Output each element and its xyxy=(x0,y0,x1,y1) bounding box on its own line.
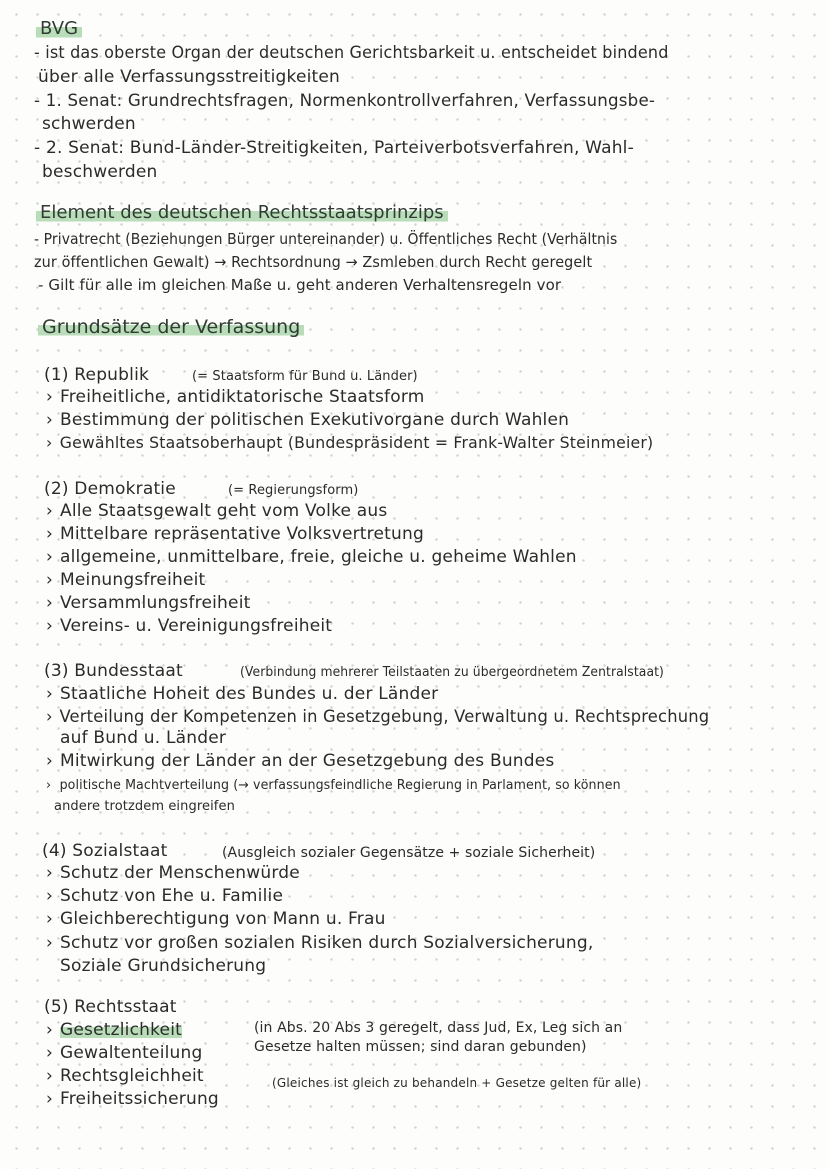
rechtsstaat-line-1: - Privatrecht (Beziehungen Bürger untereinander) u. Öffentliches Recht (Verhältnis xyxy=(34,230,618,248)
list-item-continued: auf Bund u. Länder xyxy=(60,728,227,748)
list-item: › Mittelbare repräsentative Volksvertretung xyxy=(46,524,424,544)
rechtsstaat-title: Element des deutschen Rechtsstaatsprinzips xyxy=(36,202,448,224)
rechtsstaat-note-1: (in Abs. 20 Abs 3 geregelt, dass Jud, Ex, Leg sich an xyxy=(254,1020,623,1036)
bvg-line-2: über alle Verfassungsstreitigkeiten xyxy=(38,67,341,87)
list-item: › Gleichberechtigung von Mann u. Frau xyxy=(46,909,386,929)
list-item: › Alle Staatsgewalt geht vom Volke aus xyxy=(46,501,388,521)
rechtsstaat-note-3: (Gleiches ist gleich zu behandeln + Gesetze gelten für alle) xyxy=(272,1076,642,1090)
list-item-continued: Soziale Grundsicherung xyxy=(60,956,267,976)
list-item: › Meinungsfreiheit xyxy=(46,570,206,590)
list-item: › Vereins- u. Vereinigungsfreiheit xyxy=(46,616,333,636)
demokratie-heading: (2) Demokratie xyxy=(44,479,176,499)
list-item: › Schutz von Ehe u. Familie xyxy=(46,886,284,906)
rechtsstaat-section-heading: (5) Rechtsstaat xyxy=(44,997,177,1017)
sozialstaat-note: (Ausgleich sozialer Gegensätze + soziale Sicherheit) xyxy=(222,845,596,861)
bvg-line-6: beschwerden xyxy=(42,162,158,182)
list-item: › Verteilung der Kompetenzen in Gesetzgebung, Verwaltung u. Rechtsprechung xyxy=(46,707,710,727)
list-item: › Freiheitliche, antidiktatorische Staatsform xyxy=(46,387,425,407)
bundesstaat-heading: (3) Bundesstaat xyxy=(44,661,183,681)
bvg-line-5: - 2. Senat: Bund-Länder-Streitigkeiten, Parteiverbotsverfahren, Wahl- xyxy=(34,138,634,158)
list-item: › Gesetzlichkeit xyxy=(46,1020,182,1040)
list-item: › Staatliche Hoheit des Bundes u. der Länder xyxy=(46,684,439,704)
rechtsstaat-note-2: Gesetze halten müssen; sind daran gebunden) xyxy=(254,1039,587,1055)
list-item: › Rechtsgleichheit xyxy=(46,1066,204,1086)
list-item: › Gewähltes Staatsoberhaupt (Bundespräsident = Frank-Walter Steinmeier) xyxy=(46,433,654,452)
bundesstaat-note: (Verbindung mehrerer Teilstaaten zu übergeordnetem Zentralstaat) xyxy=(240,665,664,680)
list-item: › Mitwirkung der Länder an der Gesetzgebung des Bundes xyxy=(46,751,555,771)
list-item: › politische Machtverteilung (→ verfassungsfeindliche Regierung in Parlament, so können xyxy=(46,778,621,793)
rechtsstaat-line-3: - Gilt für alle im gleichen Maße u. geht anderen Verhaltensregeln vor xyxy=(38,276,562,294)
list-item: › Schutz der Menschenwürde xyxy=(46,863,300,883)
list-item: › allgemeine, unmittelbare, freie, gleiche u. geheime Wahlen xyxy=(46,547,577,567)
sozialstaat-heading: (4) Sozialstaat xyxy=(42,841,168,861)
bvg-line-1: - ist das oberste Organ der deutschen Gerichtsbarkeit u. entscheidet bindend xyxy=(34,43,669,63)
bvg-line-3: - 1. Senat: Grundrechtsfragen, Normenkontrollverfahren, Verfassungsbe- xyxy=(34,91,656,111)
rechtsstaat-line-2: zur öffentlichen Gewalt) → Rechtsordnung → Zsmleben durch Recht geregelt xyxy=(34,253,593,271)
list-item: › Bestimmung der politischen Exekutivorgane durch Wahlen xyxy=(46,410,570,430)
bvg-line-4: schwerden xyxy=(42,114,136,134)
republik-heading: (1) Republik xyxy=(44,365,150,385)
list-item: › Schutz vor großen sozialen Risiken durch Sozialversicherung, xyxy=(46,933,594,953)
list-item: › Gewaltenteilung xyxy=(46,1043,203,1063)
demokratie-note: (= Regierungsform) xyxy=(228,483,359,498)
grundsaetze-title: Grundsätze der Verfassung xyxy=(38,316,304,338)
list-item: › Freiheitssicherung xyxy=(46,1089,219,1109)
republik-note: (= Staatsform für Bund u. Länder) xyxy=(192,369,418,384)
bvg-title: BVG xyxy=(36,18,82,40)
list-item-continued: andere trotzdem eingreifen xyxy=(54,799,235,814)
list-item: › Versammlungsfreiheit xyxy=(46,593,251,613)
